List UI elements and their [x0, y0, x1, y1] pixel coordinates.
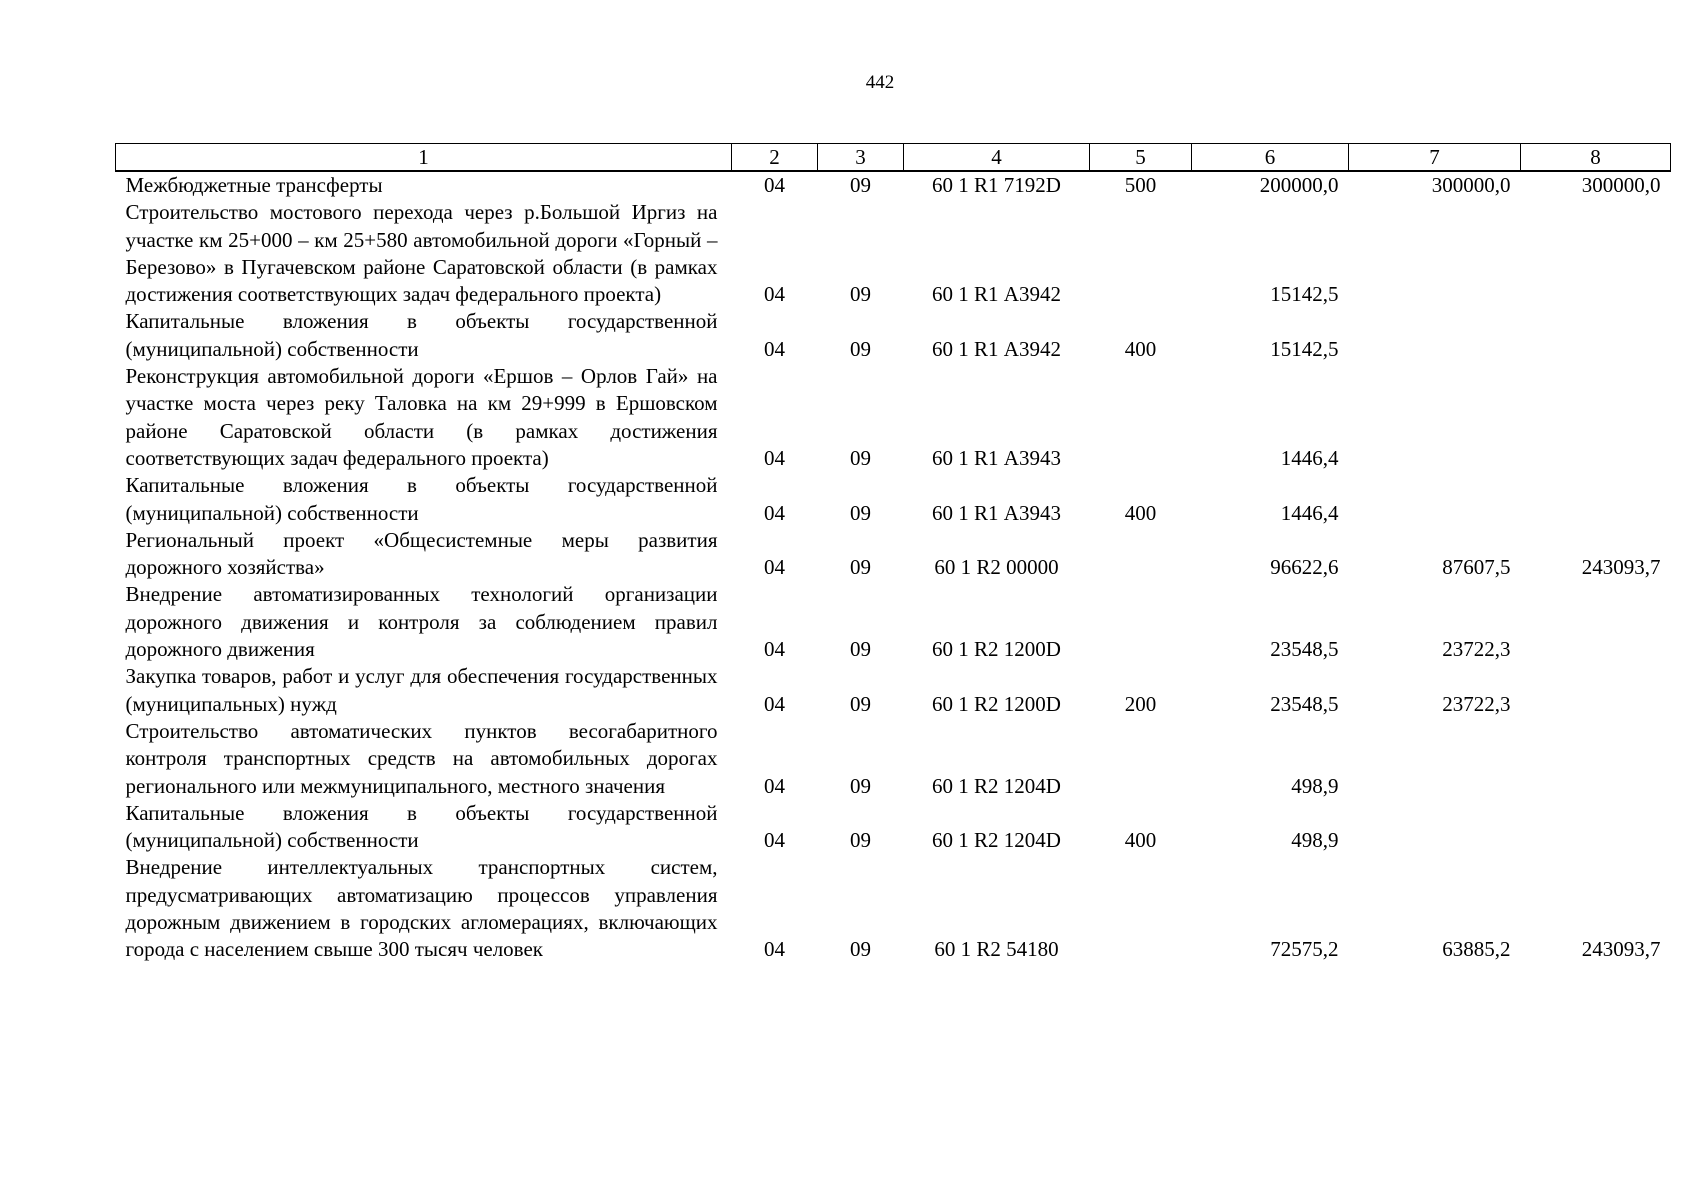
- subsection-code: 09: [850, 773, 871, 798]
- amount-col-6: 23548,5: [1270, 691, 1339, 716]
- row-description: Строительство мостового перехода через р.Большой Иргиз на участке км 25+000 – км 25+580 автомобильной дороги «Горный – Березово» в Пугачевском районе Саратовской области (в рамках достижения соответствующих задач федерального проекта): [125, 200, 718, 307]
- subsection-code: 09: [850, 173, 871, 197]
- target-article-code: 60 1 R2 1204D: [932, 828, 1061, 853]
- amount-col-7: 63885,2: [1442, 937, 1511, 962]
- expense-type-code: [1090, 363, 1192, 472]
- expense-type-code: [1090, 527, 1192, 582]
- expense-type-code: 400: [1124, 500, 1157, 525]
- table-row: [116, 581, 1671, 663]
- table-row: [116, 663, 1671, 718]
- column-header: 1: [116, 144, 732, 172]
- target-article-code: 60 1 R1 А3942: [932, 336, 1061, 361]
- expense-type-code: 200: [1124, 691, 1157, 716]
- table-row: [116, 308, 1671, 363]
- amount-col-8: [1521, 663, 1671, 718]
- section-code: 04: [764, 500, 785, 525]
- amount-col-6: 15142,5: [1270, 282, 1339, 307]
- column-number-row: [116, 144, 1671, 172]
- target-article-code: 60 1 R2 54180: [934, 937, 1059, 962]
- table-row: [116, 171, 1671, 199]
- table-row: [116, 800, 1671, 855]
- amount-col-7: [1349, 199, 1521, 308]
- column-header: 3: [818, 144, 904, 172]
- section-code: 04: [764, 555, 785, 580]
- column-header: 7: [1349, 144, 1521, 172]
- table-row: [116, 363, 1671, 472]
- table-row: [116, 854, 1671, 963]
- row-description: Реконструкция автомобильной дороги «Ершов – Орлов Гай» на участке моста через реку Таловка на км 29+999 в Ершовском районе Саратовской области (в рамках достижения соответствующих задач федерального проекта): [125, 364, 718, 470]
- row-description: Капитальные вложения в объекты государственной (муниципальной) собственности: [125, 309, 718, 361]
- column-header: 6: [1192, 144, 1349, 172]
- target-article-code: 60 1 R2 00000: [934, 555, 1059, 580]
- amount-col-7: [1349, 363, 1521, 472]
- amount-col-8: 243093,7: [1581, 937, 1661, 962]
- table-row: [116, 472, 1671, 527]
- section-code: 04: [764, 336, 785, 361]
- target-article-code: 60 1 R1 А3943: [932, 500, 1061, 525]
- amount-col-8: [1521, 363, 1671, 472]
- row-description: Капитальные вложения в объекты государственной (муниципальной) собственности: [125, 800, 718, 853]
- amount-col-7: [1349, 472, 1521, 527]
- target-article-code: 60 1 R1 7192D: [932, 173, 1061, 197]
- expense-type-code: 500: [1124, 173, 1157, 197]
- table-row: [116, 527, 1671, 582]
- expense-type-code: [1090, 854, 1192, 963]
- amount-col-7: 87607,5: [1442, 555, 1511, 580]
- subsection-code: 09: [850, 691, 871, 716]
- expense-type-code: [1090, 718, 1192, 800]
- row-description: Межбюджетные трансферты: [125, 173, 383, 197]
- expense-type-code: [1090, 199, 1192, 308]
- amount-col-8: [1521, 581, 1671, 663]
- amount-col-8: [1521, 308, 1671, 363]
- amount-col-6: 96622,6: [1270, 555, 1339, 580]
- amount-col-7: 23722,3: [1442, 691, 1511, 716]
- row-description: Внедрение автоматизированных технологий организации дорожного движения и контроля за соблюдением правил дорожного движения: [125, 582, 718, 662]
- table-row: [116, 718, 1671, 800]
- budget-table: [115, 143, 1671, 964]
- column-header: 2: [732, 144, 818, 172]
- row-description: Закупка товаров, работ и услуг для обеспечения государственных (муниципальных) нужд: [125, 664, 718, 716]
- expense-type-code: 400: [1124, 828, 1157, 853]
- section-code: 04: [764, 937, 785, 962]
- amount-col-8: [1521, 199, 1671, 308]
- section-code: 04: [764, 282, 785, 307]
- target-article-code: 60 1 R2 1200D: [932, 637, 1061, 662]
- section-code: 04: [764, 691, 785, 716]
- amount-col-7: [1349, 718, 1521, 800]
- subsection-code: 09: [850, 336, 871, 361]
- subsection-code: 09: [850, 937, 871, 962]
- expense-type-code: [1090, 581, 1192, 663]
- amount-col-6: 1446,4: [1280, 445, 1339, 470]
- amount-col-7: 23722,3: [1442, 637, 1511, 662]
- column-header: 8: [1521, 144, 1671, 172]
- amount-col-8: [1521, 472, 1671, 527]
- amount-col-6: 1446,4: [1280, 500, 1339, 525]
- column-header: 5: [1090, 144, 1192, 172]
- section-code: 04: [764, 828, 785, 853]
- amount-col-8: 243093,7: [1581, 555, 1661, 580]
- page-number: 442: [865, 72, 895, 93]
- section-code: 04: [764, 773, 785, 798]
- amount-col-6: 200000,0: [1259, 173, 1339, 197]
- target-article-code: 60 1 R1 А3943: [932, 445, 1061, 470]
- amount-col-6: 498,9: [1291, 828, 1339, 853]
- amount-col-6: 498,9: [1291, 773, 1339, 798]
- amount-col-6: 15142,5: [1270, 336, 1339, 361]
- subsection-code: 09: [850, 555, 871, 580]
- column-header: 4: [904, 144, 1090, 172]
- table-row: [116, 199, 1671, 308]
- amount-col-7: 300000,0: [1431, 173, 1511, 197]
- target-article-code: 60 1 R1 А3942: [932, 282, 1061, 307]
- amount-col-6: 72575,2: [1270, 937, 1339, 962]
- subsection-code: 09: [850, 445, 871, 470]
- subsection-code: 09: [850, 500, 871, 525]
- target-article-code: 60 1 R2 1204D: [932, 773, 1061, 798]
- amount-col-7: [1349, 308, 1521, 363]
- row-description: Строительство автоматических пунктов весогабаритного контроля транспортных средств на автомобильных дорогах регионального или межмуниципального, местного значения: [125, 718, 718, 798]
- amount-col-6: 23548,5: [1270, 637, 1339, 662]
- subsection-code: 09: [850, 637, 871, 662]
- amount-col-8: [1521, 800, 1671, 855]
- table-body: [116, 171, 1671, 964]
- amount-col-8: [1521, 718, 1671, 800]
- row-description: Внедрение интеллектуальных транспортных систем, предусматривающих автоматизацию процессов управления дорожным движением в городских агломерациях, включающих города с населением свыше 300 тысяч человек: [125, 855, 718, 962]
- target-article-code: 60 1 R2 1200D: [932, 691, 1061, 716]
- section-code: 04: [764, 445, 785, 470]
- section-code: 04: [764, 637, 785, 662]
- amount-col-7: [1349, 800, 1521, 855]
- amount-col-8: 300000,0: [1581, 173, 1661, 197]
- section-code: 04: [764, 173, 785, 197]
- subsection-code: 09: [850, 282, 871, 307]
- expense-type-code: 400: [1124, 336, 1157, 361]
- row-description: Региональный проект «Общесистемные меры развития дорожного хозяйства»: [125, 527, 718, 580]
- row-description: Капитальные вложения в объекты государственной (муниципальной) собственности: [125, 473, 718, 525]
- subsection-code: 09: [850, 828, 871, 853]
